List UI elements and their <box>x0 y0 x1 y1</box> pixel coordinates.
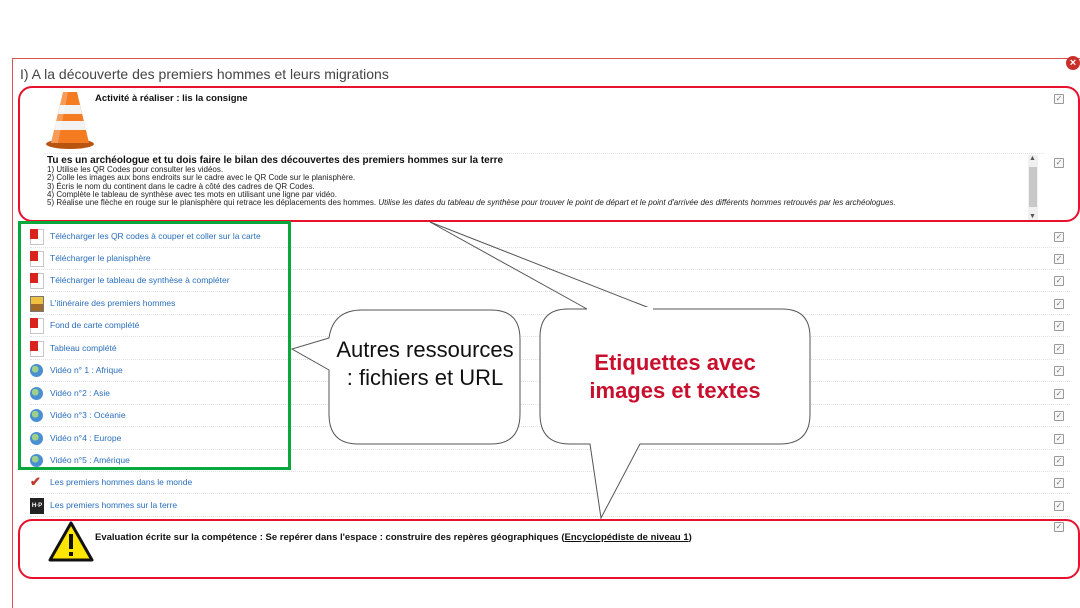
labels-callout-text: Etiquettes avec images et textes <box>589 350 761 403</box>
completion-checkbox[interactable]: ✓ <box>1055 411 1063 420</box>
instruction-step: 4) Complète le tableau de synthèse avec tes mots en utilisant une ligne par vidéo. <box>47 189 337 199</box>
resource-link[interactable]: Tableau complété <box>50 343 117 353</box>
instruction-step: 5) Réalise une flèche en rouge sur le planisphère qui retrace les déplacements des hommes. Utilise les dates du tableau de synthèse pour trouver le point de départ et le point d'arrivée des différents hommes retrouvés par les archéologues. <box>47 198 896 208</box>
completion-checkbox[interactable]: ✓ <box>1055 344 1063 353</box>
completion-checkbox[interactable]: ✓ <box>1055 456 1063 465</box>
completion-checkbox[interactable]: ✓ <box>1055 254 1063 263</box>
completion-checkbox[interactable]: ✓ <box>1055 321 1063 330</box>
resources-callout-text: Autres ressources : fichiers et URL <box>336 337 514 390</box>
resource-link[interactable]: Télécharger le tableau de synthèse à compléter <box>50 275 230 285</box>
resource-link[interactable]: Vidéo n°4 : Europe <box>50 433 122 443</box>
completion-checkbox[interactable]: ✓ <box>1055 158 1063 167</box>
instruction-step: 1) Utilise les QR Codes pour consulter les vidéos. <box>47 165 224 174</box>
resource-link[interactable]: Vidéo n° 1 : Afrique <box>50 365 123 375</box>
h5p-icon: H·P <box>30 498 44 514</box>
resource-link[interactable]: Vidéo n°2 : Asie <box>50 388 110 398</box>
evaluation-link[interactable]: Encyclopédiste de niveau 1 <box>564 532 689 543</box>
completion-checkbox[interactable]: ✓ <box>1055 434 1063 443</box>
activity-title: Activité à réaliser : lis la consigne <box>95 93 248 104</box>
evaluation-title: Evaluation écrite sur la compétence : Se repérer dans l'espace : construire des repères géographiques (Encyclopédiste de niveau 1) <box>95 532 692 543</box>
resource-link[interactable]: Vidéo n°3 : Océanie <box>50 410 126 420</box>
instruction-step-italic: Utilise les dates du tableau de synthèse pour trouver le point de départ et le point d'arrivée des différents hommes retrouvés par les archéologues. <box>378 198 896 208</box>
completion-checkbox[interactable]: ✓ <box>1055 389 1063 398</box>
scroll-up-icon[interactable]: ▲ <box>1029 155 1036 162</box>
resource-link[interactable]: Les premiers hommes sur la terre <box>50 500 178 510</box>
resource-link[interactable]: Les premiers hommes dans le monde <box>50 477 193 487</box>
section-title: I) A la découverte des premiers hommes et leurs migrations <box>20 66 389 82</box>
scroll-down-icon[interactable]: ▼ <box>1029 213 1036 220</box>
resource-link[interactable]: L'itinéraire des premiers hommes <box>50 298 176 308</box>
resource-link[interactable]: Télécharger le planisphère <box>50 253 151 263</box>
resource-link[interactable]: Fond de carte complété <box>50 320 140 330</box>
completion-checkbox[interactable]: ✓ <box>1055 232 1063 241</box>
completion-checkbox[interactable]: ✓ <box>1055 501 1063 510</box>
completion-checkbox[interactable]: ✓ <box>1055 299 1063 308</box>
completion-checkbox[interactable]: ✓ <box>1055 478 1063 487</box>
completion-checkbox[interactable]: ✓ <box>1055 522 1063 531</box>
resource-link[interactable]: Télécharger les QR codes à couper et coller sur la carte <box>50 231 261 241</box>
quiz-check-icon: ✔ <box>30 474 41 489</box>
completion-checkbox[interactable]: ✓ <box>1055 366 1063 375</box>
completion-checkbox[interactable]: ✓ <box>1055 94 1063 103</box>
instruction-step: 3) Écris le nom du continent dans le cadre à côté des cadres de QR Codes. <box>47 181 315 191</box>
close-icon[interactable]: × <box>1066 56 1080 70</box>
resource-link[interactable]: Vidéo n°5 : Amérique <box>50 455 130 465</box>
instructions-heading: Tu es un archéologue et tu dois faire le bilan des découvertes des premiers hommes sur la terre <box>47 155 504 166</box>
completion-checkbox[interactable]: ✓ <box>1055 276 1063 285</box>
instruction-step: 2) Colle les images aux bons endroits sur le cadre avec le QR Code sur le planisphère. <box>47 173 356 183</box>
